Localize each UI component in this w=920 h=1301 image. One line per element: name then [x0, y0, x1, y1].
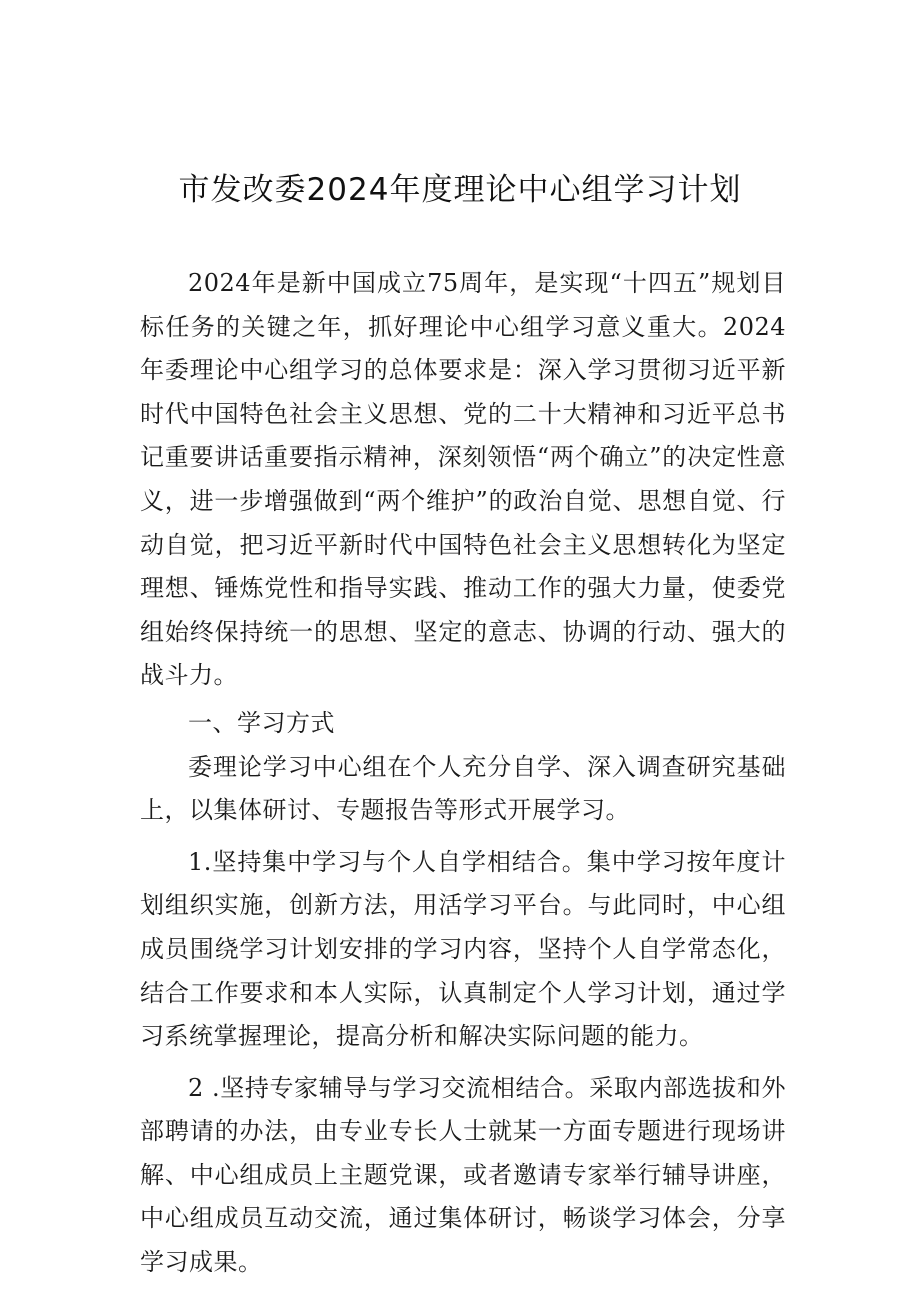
document-body [140, 262, 786, 1285]
section-heading-study-method: 一、学习方式 [188, 708, 335, 737]
document-title: 市发改委2024年度理论中心组学习计划 [178, 172, 742, 208]
study-method-paragraph: 委理论学习中心组在个人充分自学、深入调查研究基础上，以集体研讨、专题报告等形式开展学习。 [140, 752, 786, 825]
item-1-paragraph: 1.坚持集中学习与个人自学相结合。集中学习按年度计划组织实施，创新方法，用活学习平台。与此同时，中心组成员围绕学习计划安排的学习内容，坚持个人自学常态化，结合工作要求和本人实际，认真制定个人学习计划，通过学习系统掌握理论，提高分析和解决实际问题的能力。 [140, 847, 786, 1051]
item-2-paragraph: 2 .坚持专家辅导与学习交流相结合。采取内部选拔和外部聘请的办法，由专业专长人士就某一方面专题进行现场讲解、中心组成员上主题党课，或者邀请专家举行辅导讲座，中心组成员互动交流，通过集体研讨，畅谈学习体会，分享学习成果。 [140, 1073, 786, 1277]
intro-paragraph: 2024年是新中国成立75周年，是实现“十四五”规划目标任务的关键之年，抓好理论中心组学习意义重大。2024年委理论中心组学习的总体要求是：深入学习贯彻习近平新时代中国特色社会主义思想、党的二十大精神和习近平总书记重要讲话重要指示精神，深刻领悟“两个确立”的决定性意义，进一步增强做到“两个维护”的政治自觉、思想自觉、行动自觉，把习近平新时代中国特色社会主义思想转化为坚定理想、锤炼党性和指导实践、推动工作的强大力量，使委党组始终保持统一的思想、坚定的意志、协调的行动、强大的战斗力。 [140, 269, 786, 690]
